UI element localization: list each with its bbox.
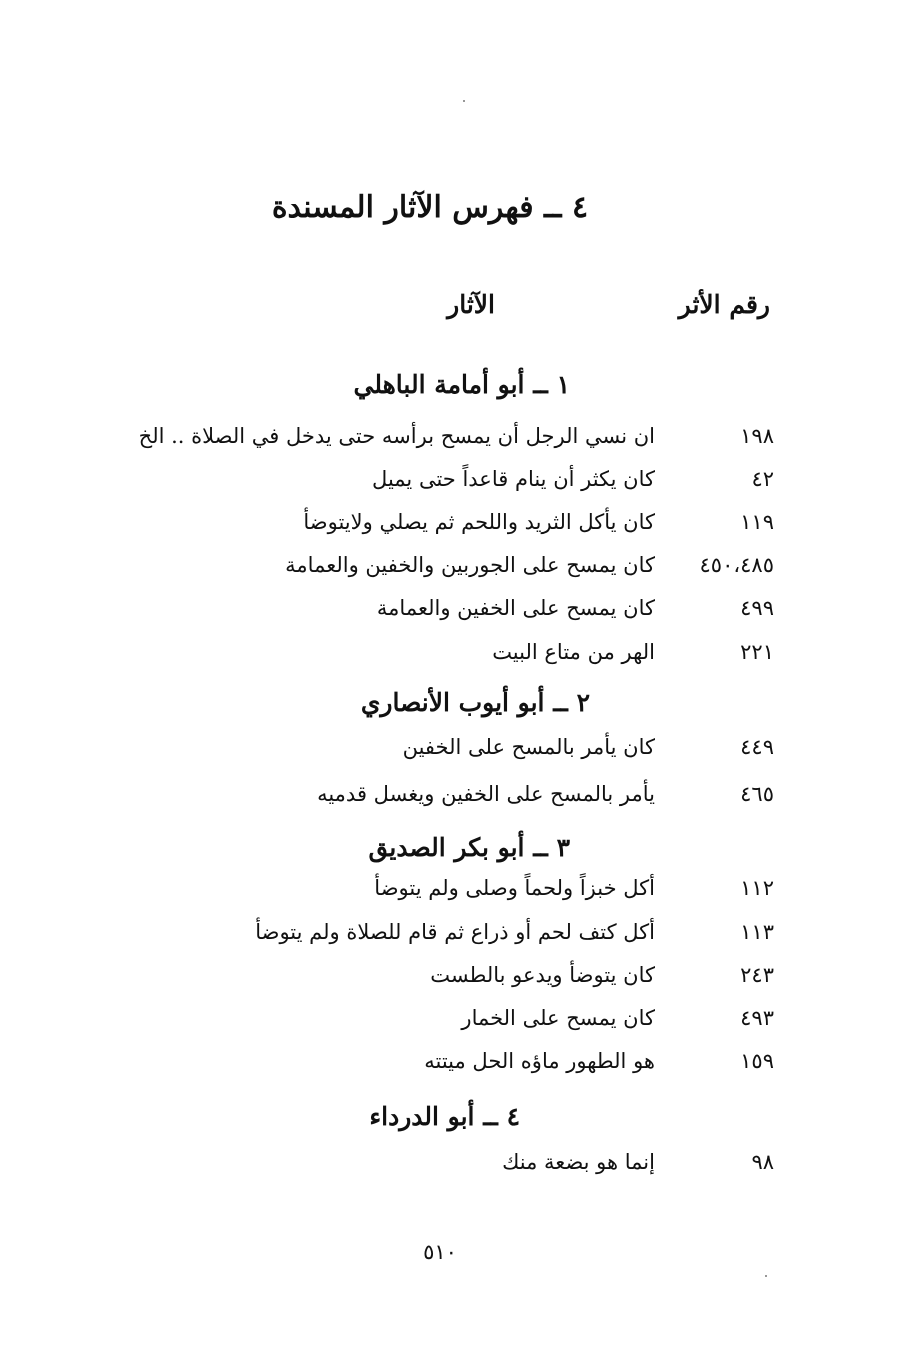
entry-number: ٢٤٣ — [740, 963, 774, 987]
index-title: ٤ ــ فهرس الآثار المسندة — [271, 190, 589, 225]
entry-row — [0, 596, 920, 636]
section-title-abu-bakr: ٣ ــ أبو بكر الصديق — [368, 833, 570, 862]
entry-text: أكل كتف لحم أو ذراع ثم قام للصلاة ولم يتوضأ — [255, 920, 655, 944]
column-header-number: رقم الأثر — [678, 290, 770, 319]
entry-text: أكل خبزاً ولحماً وصلى ولم يتوضأ — [374, 876, 655, 900]
entry-text: كان يتوضأ ويدعو بالطست — [430, 963, 655, 987]
entry-row — [0, 553, 920, 593]
entry-number: ٤٥٠،٤٨٥ — [699, 553, 774, 577]
entry-row — [0, 510, 920, 550]
entry-text: كان يأكل الثريد واللحم ثم يصلي ولايتوضأ — [303, 510, 655, 534]
entry-row — [0, 920, 920, 960]
entry-row — [0, 735, 920, 775]
section-title-abu-ayyub: ٢ ــ أبو أيوب الأنصاري — [360, 688, 590, 717]
entry-number: ٤٩٩ — [740, 596, 774, 620]
entry-text: كان يمسح على الخمار — [461, 1006, 655, 1030]
entry-row — [0, 963, 920, 1003]
entry-text: إنما هو بضعة منك — [502, 1150, 655, 1174]
entry-row — [0, 640, 920, 680]
entry-number: ١٩٨ — [740, 424, 774, 448]
entry-text: ان نسي الرجل أن يمسح برأسه حتى يدخل في الصلاة .. الخ — [138, 424, 655, 448]
entry-row — [0, 1049, 920, 1089]
scan-speck — [463, 100, 465, 102]
entry-number: ١١٩ — [740, 510, 774, 534]
entry-number: ١١٢ — [740, 876, 774, 900]
entry-text: كان يأمر بالمسح على الخفين — [402, 735, 655, 759]
entry-row — [0, 424, 920, 464]
entry-text: هو الطهور ماؤه الحل ميتته — [424, 1049, 655, 1073]
entry-row — [0, 1006, 920, 1046]
entry-row — [0, 467, 920, 507]
section-title-abu-umama: ١ ــ أبو أمامة الباهلي — [353, 370, 570, 399]
entry-number: ٤٢ — [751, 467, 774, 491]
entry-number: ٩٨ — [751, 1150, 774, 1174]
entry-row — [0, 876, 920, 916]
entry-number: ١١٣ — [740, 920, 774, 944]
entry-text: كان يمسح على الخفين والعمامة — [376, 596, 655, 620]
entry-number: ٤٦٥ — [740, 782, 774, 806]
scan-speck — [765, 1275, 767, 1277]
entry-text: يأمر بالمسح على الخفين ويغسل قدميه — [317, 782, 655, 806]
entry-text: كان يكثر أن ينام قاعداً حتى يميل — [372, 467, 655, 491]
page-number: ٥١٠ — [423, 1240, 457, 1264]
column-header-narrations: الآثار — [447, 290, 495, 319]
section-title-abu-darda: ٤ ــ أبو الدرداء — [369, 1102, 520, 1131]
entry-text: الهر من متاع البيت — [492, 640, 655, 664]
entry-row — [0, 782, 920, 822]
entry-number: ١٥٩ — [740, 1049, 774, 1073]
entry-text: كان يمسح على الجوربين والخفين والعمامة — [285, 553, 655, 577]
entry-number: ٤٤٩ — [740, 735, 774, 759]
entry-number: ٤٩٣ — [740, 1006, 774, 1030]
entry-row — [0, 1150, 920, 1190]
entry-number: ٢٢١ — [740, 640, 774, 664]
